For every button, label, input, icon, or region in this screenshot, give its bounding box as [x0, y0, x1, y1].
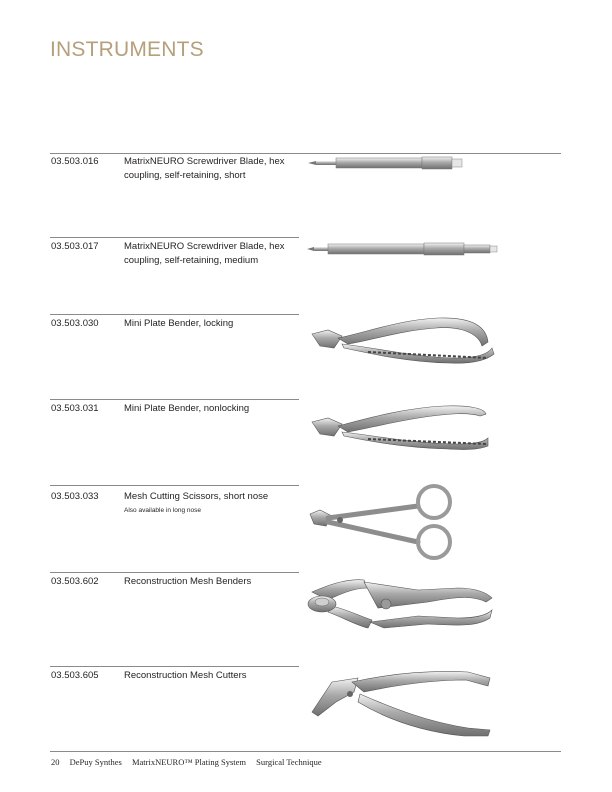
item-code: 03.503.602	[51, 576, 99, 587]
row-divider	[50, 314, 299, 315]
item-description: Reconstruction Mesh Benders	[124, 576, 252, 587]
item-description: Reconstruction Mesh Cutters	[124, 670, 247, 681]
item-description: Mini Plate Bender, locking	[124, 318, 234, 329]
footer-divider	[50, 751, 561, 752]
page-number: 20	[51, 757, 60, 767]
mesh-cutters-image	[308, 668, 494, 738]
mesh-cutting-scissors-image	[306, 484, 458, 562]
item-description: MatrixNEURO Screwdriver Blade, hex coupling, self-retaining, medium	[124, 241, 285, 266]
item-code: 03.503.031	[51, 403, 99, 414]
item-code: 03.503.016	[51, 156, 99, 167]
item-description: Mesh Cutting Scissors, short nose	[124, 491, 269, 502]
row-divider	[50, 485, 299, 486]
item-code: 03.503.033	[51, 491, 99, 502]
plate-bender-locking-image	[308, 314, 496, 366]
footer-product: MatrixNEURO™ Plating System	[131, 757, 247, 767]
row-divider	[50, 399, 299, 400]
plate-bender-nonlocking-image	[308, 402, 492, 452]
row-divider	[50, 666, 299, 667]
item-description: Mini Plate Bender, nonlocking	[124, 403, 250, 414]
row-divider	[50, 572, 299, 573]
mesh-benders-image	[298, 572, 496, 634]
item-code: 03.503.017	[51, 241, 99, 252]
footer-brand: DePuy Synthes	[69, 757, 122, 767]
page-footer	[51, 757, 330, 767]
item-code: 03.503.605	[51, 670, 99, 681]
item-code: 03.503.030	[51, 318, 99, 329]
item-note: Also available in long nose	[124, 507, 201, 514]
page-title: INSTRUMENTS	[50, 38, 204, 62]
footer-doc-type: Surgical Technique	[256, 757, 322, 767]
screwdriver-blade-short-image	[304, 154, 474, 174]
row-divider	[50, 237, 299, 238]
screwdriver-blade-medium-image	[304, 240, 500, 260]
item-description: MatrixNEURO Screwdriver Blade, hex coupling, self-retaining, short	[124, 156, 285, 181]
